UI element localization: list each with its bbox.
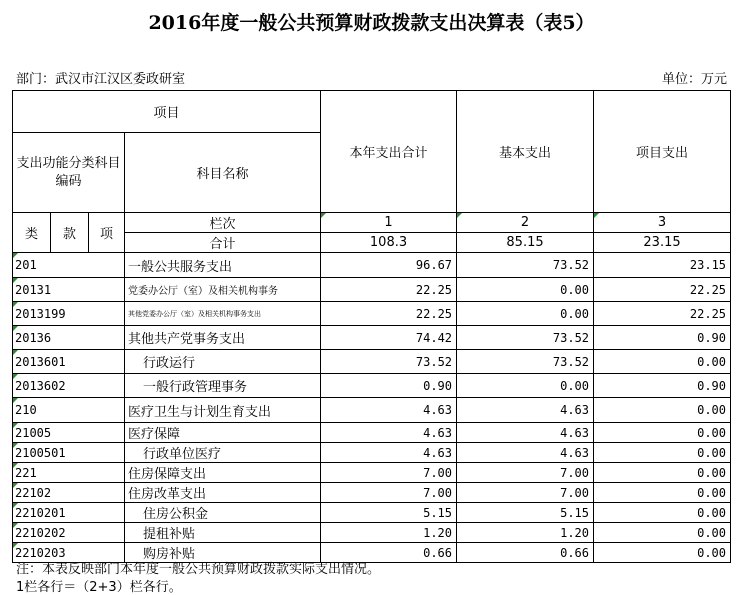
total-value-2: 85.15 bbox=[457, 233, 594, 253]
project-expense-cell: 0.90 bbox=[594, 374, 731, 398]
table-row bbox=[13, 443, 731, 463]
basic-expense-cell: 4.63 bbox=[457, 423, 594, 443]
basic-expense-cell: 7.00 bbox=[457, 483, 594, 503]
func-code-cell: 20131 bbox=[13, 278, 125, 302]
header-total-expense: 本年支出合计 bbox=[321, 91, 457, 213]
note-line-2: 1栏各行＝（2+3）栏各行。 bbox=[16, 580, 182, 595]
subject-name-cell: 购房补贴 bbox=[125, 543, 321, 563]
basic-expense-cell: 0.66 bbox=[457, 543, 594, 563]
func-code-cell: 2013601 bbox=[13, 350, 125, 374]
subject-name-cell: 住房保障支出 bbox=[125, 463, 321, 483]
subject-name-cell: 住房公积金 bbox=[125, 503, 321, 523]
project-expense-cell: 0.00 bbox=[594, 503, 731, 523]
func-code-cell: 201 bbox=[13, 253, 125, 278]
total-expense-cell: 0.66 bbox=[321, 543, 457, 563]
subject-name-cell: 其他党委办公厅（室）及相关机构事务支出 bbox=[125, 302, 321, 326]
table-row bbox=[13, 302, 731, 326]
func-code-cell: 2210201 bbox=[13, 503, 125, 523]
total-expense-cell: 4.63 bbox=[321, 423, 457, 443]
expenditure-table bbox=[12, 90, 731, 563]
project-expense-cell: 0.00 bbox=[594, 350, 731, 374]
subject-name-cell: 医疗保障 bbox=[125, 423, 321, 443]
header-lei: 类 bbox=[13, 213, 51, 253]
total-expense-cell: 96.67 bbox=[321, 253, 457, 278]
department-label: 部门：武汉市江汉区委政研室 bbox=[16, 72, 186, 87]
table-row bbox=[13, 278, 731, 302]
total-expense-cell: 22.25 bbox=[321, 302, 457, 326]
table-row bbox=[13, 463, 731, 483]
basic-expense-cell: 0.00 bbox=[457, 302, 594, 326]
basic-expense-cell: 73.52 bbox=[457, 253, 594, 278]
total-expense-cell: 73.52 bbox=[321, 350, 457, 374]
project-expense-cell: 23.15 bbox=[594, 253, 731, 278]
basic-expense-cell: 0.00 bbox=[457, 374, 594, 398]
basic-expense-cell: 7.00 bbox=[457, 463, 594, 483]
basic-expense-cell: 5.15 bbox=[457, 503, 594, 523]
func-code-cell: 2100501 bbox=[13, 443, 125, 463]
total-expense-cell: 74.42 bbox=[321, 326, 457, 350]
subject-name-cell: 医疗卫生与计划生育支出 bbox=[125, 398, 321, 423]
subject-name-cell: 一般公共服务支出 bbox=[125, 253, 321, 278]
func-code-cell: 22102 bbox=[13, 483, 125, 503]
subject-name-cell: 党委办公厅（室）及相关机构事务 bbox=[125, 278, 321, 302]
subject-name-cell: 其他共产党事务支出 bbox=[125, 326, 321, 350]
note-line-1: 注：本表反映部门本年度一般公共预算财政拨款实际支出情况。 bbox=[16, 562, 381, 577]
col-number-1: 1 bbox=[321, 213, 457, 233]
basic-expense-cell: 1.20 bbox=[457, 523, 594, 543]
project-expense-cell: 0.00 bbox=[594, 423, 731, 443]
basic-expense-cell: 73.52 bbox=[457, 326, 594, 350]
func-code-cell: 21005 bbox=[13, 423, 125, 443]
project-expense-cell: 22.25 bbox=[594, 278, 731, 302]
project-expense-cell: 0.00 bbox=[594, 463, 731, 483]
header-func-code: 支出功能分类科目编码 bbox=[13, 133, 125, 213]
table-row bbox=[13, 398, 731, 423]
total-expense-cell: 7.00 bbox=[321, 463, 457, 483]
func-code-cell: 20136 bbox=[13, 326, 125, 350]
total-expense-cell: 0.90 bbox=[321, 374, 457, 398]
table-row bbox=[13, 350, 731, 374]
project-expense-cell: 0.00 bbox=[594, 543, 731, 563]
header-xiang: 项 bbox=[89, 213, 125, 253]
subject-name-cell: 一般行政管理事务 bbox=[125, 374, 321, 398]
table-row bbox=[13, 523, 731, 543]
col-number-3: 3 bbox=[594, 213, 731, 233]
table-row bbox=[13, 253, 731, 278]
report-title: 2016年度一般公共预算财政拨款支出决算表（表5） bbox=[148, 12, 595, 34]
project-expense-cell: 22.25 bbox=[594, 302, 731, 326]
basic-expense-cell: 73.52 bbox=[457, 350, 594, 374]
subject-name-cell: 住房改革支出 bbox=[125, 483, 321, 503]
header-project-expense: 项目支出 bbox=[594, 91, 731, 213]
table-row bbox=[13, 326, 731, 350]
total-value-1: 108.3 bbox=[321, 233, 457, 253]
col-number-2: 2 bbox=[457, 213, 594, 233]
header-subject-name: 科目名称 bbox=[125, 133, 321, 213]
total-expense-cell: 4.63 bbox=[321, 443, 457, 463]
func-code-cell: 2013199 bbox=[13, 302, 125, 326]
total-value-3: 23.15 bbox=[594, 233, 731, 253]
header-column-no: 栏次 bbox=[125, 213, 321, 233]
project-expense-cell: 0.90 bbox=[594, 326, 731, 350]
basic-expense-cell: 0.00 bbox=[457, 278, 594, 302]
project-expense-cell: 0.00 bbox=[594, 443, 731, 463]
project-expense-cell: 0.00 bbox=[594, 523, 731, 543]
header-basic-expense: 基本支出 bbox=[457, 91, 594, 213]
func-code-cell: 2210202 bbox=[13, 523, 125, 543]
basic-expense-cell: 4.63 bbox=[457, 443, 594, 463]
basic-expense-cell: 4.63 bbox=[457, 398, 594, 423]
func-code-cell: 2013602 bbox=[13, 374, 125, 398]
total-expense-cell: 7.00 bbox=[321, 483, 457, 503]
subject-name-cell: 行政单位医疗 bbox=[125, 443, 321, 463]
total-expense-cell: 22.25 bbox=[321, 278, 457, 302]
total-expense-cell: 4.63 bbox=[321, 398, 457, 423]
project-expense-cell: 0.00 bbox=[594, 483, 731, 503]
total-expense-cell: 1.20 bbox=[321, 523, 457, 543]
subject-name-cell: 行政运行 bbox=[125, 350, 321, 374]
header-kuan: 款 bbox=[51, 213, 89, 253]
func-code-cell: 2210203 bbox=[13, 543, 125, 563]
subject-name-cell: 提租补贴 bbox=[125, 523, 321, 543]
table-row bbox=[13, 374, 731, 398]
project-expense-cell: 0.00 bbox=[594, 398, 731, 423]
table-row bbox=[13, 503, 731, 523]
unit-label: 单位：万元 bbox=[661, 72, 727, 87]
total-expense-cell: 5.15 bbox=[321, 503, 457, 523]
header-item: 项目 bbox=[13, 91, 321, 133]
total-label: 合计 bbox=[125, 233, 321, 253]
func-code-cell: 210 bbox=[13, 398, 125, 423]
table-row bbox=[13, 423, 731, 443]
func-code-cell: 221 bbox=[13, 463, 125, 483]
table-row bbox=[13, 483, 731, 503]
